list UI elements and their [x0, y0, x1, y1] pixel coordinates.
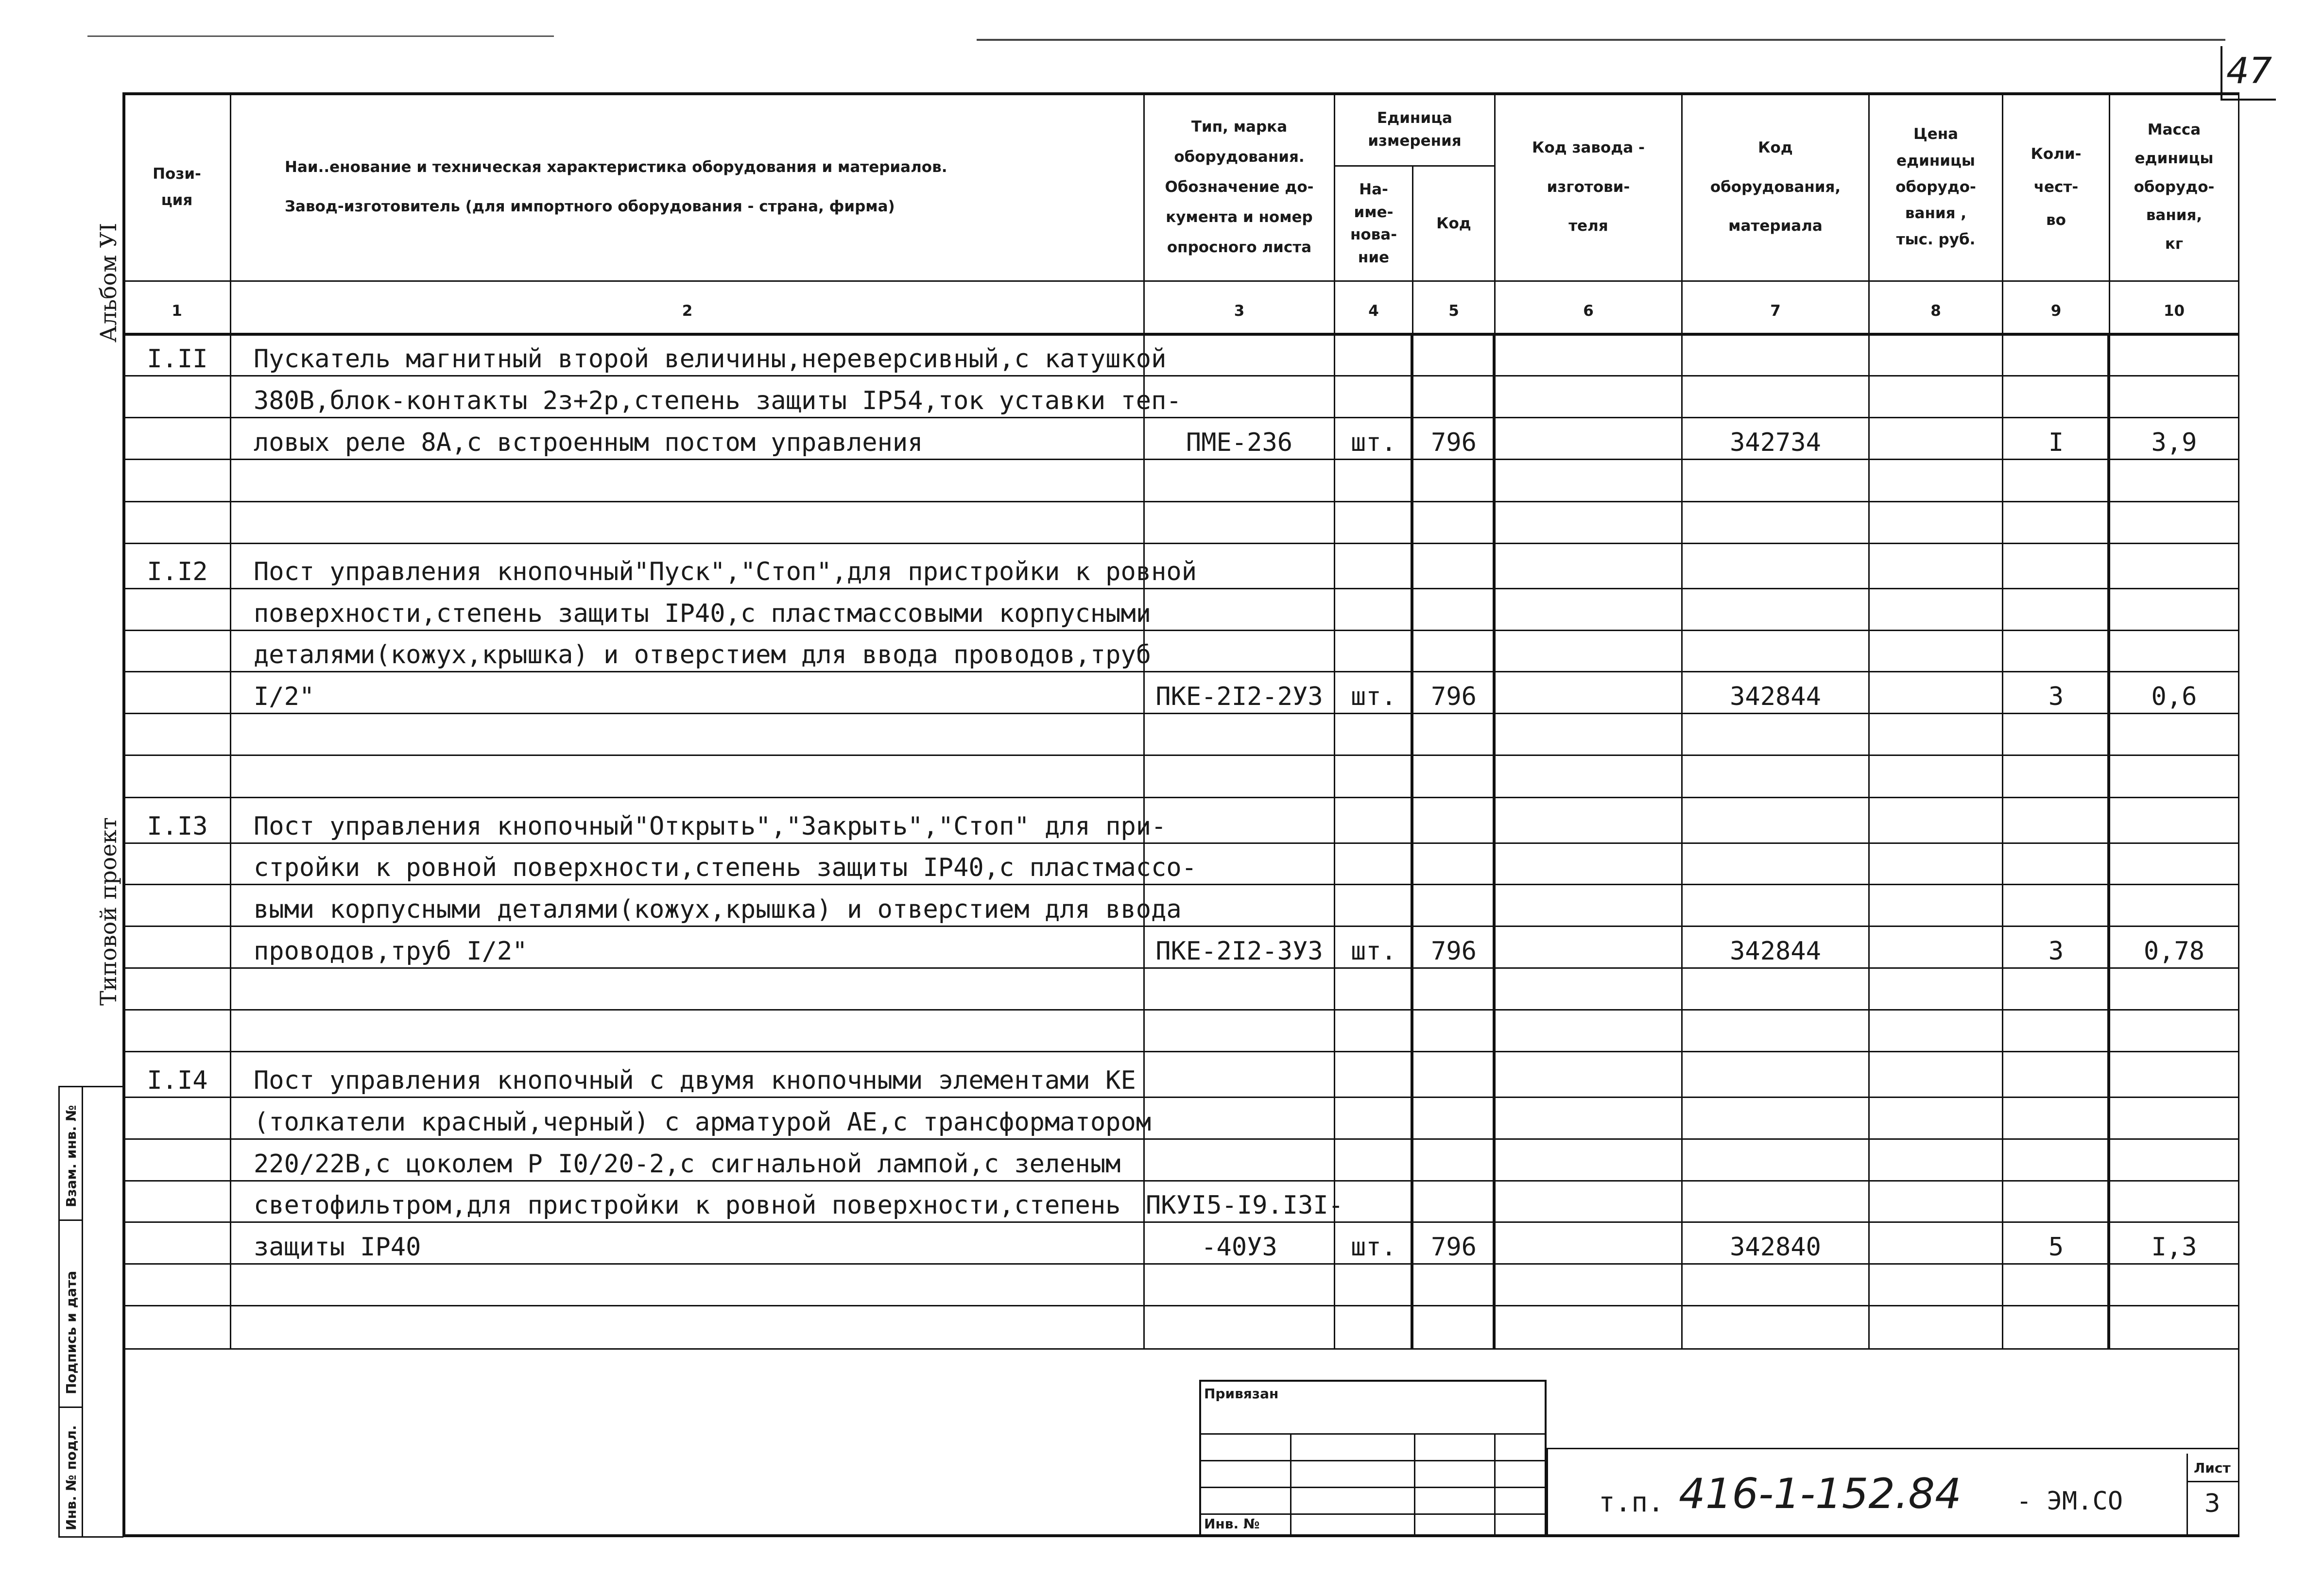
header-unit-name: На- име- нова- ние	[1350, 181, 1397, 266]
item-quantity: 5	[2048, 1233, 2064, 1262]
title-block-top	[1547, 1448, 2238, 1449]
item-position: I.II	[147, 344, 208, 374]
binding-stamp-col-1	[1290, 1433, 1291, 1534]
item-equipment-code: 342844	[1730, 682, 1821, 711]
colnum-3: 3	[1234, 302, 1245, 320]
row-line	[122, 1051, 2238, 1052]
item-unit: шт.	[1351, 682, 1396, 711]
sheet-number: 3	[2204, 1489, 2221, 1518]
col-line-right	[2238, 92, 2239, 1537]
item-position: I.I2	[147, 557, 208, 586]
colnum-4: 4	[1368, 302, 1379, 320]
item-type-line: ПКУI5-I9.I3I-	[1146, 1191, 1343, 1220]
header-bottom-line	[122, 280, 2238, 282]
top-scan-line-right	[977, 39, 2225, 41]
item-quantity: 3	[2048, 937, 2064, 966]
item-unit: шт.	[1351, 937, 1396, 966]
stamp-label-vzam-inv: Взам. инв. №	[63, 1105, 79, 1207]
row-line	[122, 1009, 2238, 1011]
row-line	[122, 501, 2238, 502]
item-equipment-code: 342844	[1730, 937, 1821, 966]
table-bottom-border	[122, 1534, 2238, 1537]
item-equipment-code: 342734	[1730, 428, 1821, 457]
binding-stamp-label: Привязан	[1204, 1386, 1279, 1402]
item-name-line: выми корпусными деталями(кожух,крышка) и отверстием для ввода	[254, 895, 1182, 924]
header-unit-code: Код	[1436, 214, 1471, 232]
item-unit: шт.	[1351, 1233, 1396, 1262]
col-line-2	[1143, 92, 1145, 1350]
item-mass: I,3	[2151, 1233, 2197, 1262]
item-unit-code: 796	[1431, 937, 1477, 966]
stamp-strip-divider	[82, 1086, 83, 1538]
item-unit-code: 796	[1431, 1233, 1477, 1262]
colnum-8: 8	[1930, 302, 1941, 320]
item-name-line: проводов,труб I/2"	[254, 937, 528, 966]
inv-no-label: Инв. №	[1204, 1516, 1260, 1532]
header-position: Пози- ция	[153, 165, 201, 209]
stamp-strip-sep-1	[58, 1219, 83, 1221]
row-line	[122, 543, 2238, 544]
item-mass: 0,6	[2151, 682, 2197, 711]
row-line	[122, 1221, 2238, 1223]
row-line	[122, 967, 2238, 969]
colnum-5: 5	[1448, 302, 1459, 320]
item-name-line: деталями(кожух,крышка) и отверстием для ввода проводов,труб	[254, 640, 1152, 669]
item-name-line: стройки к ровной поверхности,степень защиты IP40,с пластмассо-	[254, 853, 1197, 882]
header-price: Цена единицы оборудо- вания , тыс. руб.	[1895, 125, 1976, 249]
colnum-7: 7	[1770, 302, 1781, 320]
row-line	[122, 459, 2238, 460]
row-line	[122, 588, 2238, 589]
header-unit: Единица измерения	[1368, 109, 1462, 150]
row-line	[122, 375, 2238, 377]
header-mass: Масса единицы оборудо- вания, кг	[2134, 120, 2215, 253]
colnum-2: 2	[682, 302, 693, 320]
header-factory-code: Код завода - изготови- теля	[1532, 139, 1645, 235]
row-line	[122, 417, 2238, 418]
binding-stamp-col-2	[1414, 1433, 1415, 1534]
item-name-line: светофильтром,для пристройки к ровной поверхности,степень	[254, 1191, 1121, 1220]
sheet-label: Лист	[2194, 1460, 2231, 1476]
row-line	[122, 1138, 2238, 1140]
page-number: 47	[2226, 50, 2272, 92]
item-unit: шт.	[1351, 428, 1396, 457]
item-quantity: 3	[2048, 682, 2064, 711]
item-name-line: 380В,блок-контакты 2з+2р,степень защиты IP54,ток уставки теп-	[254, 386, 1182, 415]
item-name-line: I/2"	[254, 682, 315, 711]
item-unit-code: 796	[1431, 682, 1477, 711]
stamp-strip-left-border	[58, 1086, 60, 1538]
row-line	[122, 797, 2238, 798]
header-equipment-code: Код оборудования, материала	[1710, 139, 1841, 235]
col5-thick-left	[1411, 333, 1413, 1350]
row-line	[122, 713, 2238, 714]
item-mass: 3,9	[2151, 428, 2197, 457]
item-position: I.I3	[147, 812, 208, 841]
item-unit-code: 796	[1431, 428, 1477, 457]
item-name-line: Пост управления кнопочный"Открыть","Закрыть","Стоп" для при-	[254, 812, 1167, 841]
colnum-6: 6	[1583, 302, 1594, 320]
colnum-9: 9	[2050, 302, 2062, 320]
binding-stamp-col-3	[1494, 1433, 1496, 1534]
row-line	[122, 1180, 2238, 1182]
colnum-bottom-line	[122, 333, 2238, 336]
item-type: ПКЕ-2I2-2УЗ	[1155, 682, 1323, 711]
stamp-strip-bottom	[58, 1536, 123, 1538]
col9-thick-right	[2107, 333, 2110, 1350]
item-name-line: Пускатель магнитный второй величины,нереверсивный,с катушкой	[254, 344, 1167, 374]
item-type-line: -40УЗ	[1201, 1233, 1277, 1262]
col-line-3	[1334, 92, 1335, 1350]
header-name: Наи..енование и техническая характеристика оборудования и материалов. Завод-изготовитель (для импортного оборудования - страна, фирма)	[285, 158, 947, 215]
row-line	[122, 926, 2238, 927]
row-line	[122, 884, 2238, 885]
row-line	[122, 842, 2238, 844]
doc-prefix: т.п.	[1599, 1487, 1664, 1518]
item-name-line: 220/22В,с цоколем Р I0/20-2,с сигнальной лампой,с зеленым	[254, 1149, 1121, 1179]
col5-thick-right	[1493, 333, 1496, 1350]
bottom-grid-line	[122, 1348, 2238, 1350]
item-name-line: защиты IP40	[254, 1233, 421, 1262]
item-quantity: I	[2048, 428, 2064, 457]
sheet-box-mid	[2186, 1481, 2238, 1482]
doc-number: 416-1-152.84	[1679, 1470, 1962, 1518]
col-line-1	[230, 92, 231, 1350]
item-name-line: поверхности,степень защиты IP40,с пластмассовыми корпусными	[254, 599, 1152, 628]
col-line-8	[2002, 92, 2003, 1350]
row-line	[122, 630, 2238, 631]
item-name-line: Пост управления кнопочный"Пуск","Стоп",для пристройки к ровной	[254, 557, 1197, 586]
stamp-label-podpis-data: Подпись и дата	[63, 1270, 79, 1394]
item-mass: 0,78	[2143, 937, 2205, 966]
item-type: ПМЕ-236	[1186, 428, 1293, 457]
col-line-6	[1681, 92, 1683, 1350]
row-line	[122, 755, 2238, 756]
header-quantity: Коли- чест- во	[2031, 145, 2082, 229]
row-line	[122, 1097, 2238, 1098]
stamp-strip-sep-2	[58, 1406, 83, 1408]
item-name-line: (толкатели красный,черный) с арматурой АЕ,с трансформатором	[254, 1108, 1152, 1137]
side-label-album: Альбом УI	[95, 223, 121, 343]
row-line	[122, 1305, 2238, 1306]
item-position: I.I4	[147, 1066, 208, 1095]
row-line	[122, 1263, 2238, 1265]
top-scan-line-left	[87, 35, 554, 37]
side-label-project: Типовой проект	[95, 817, 121, 1006]
doc-suffix: - ЭМ.СО	[2016, 1487, 2123, 1516]
colnum-10: 10	[2163, 302, 2185, 320]
col-line-7	[1868, 92, 1870, 1350]
item-type: ПКЕ-2I2-3УЗ	[1155, 937, 1323, 966]
item-name-line: ловых реле 8А,с встроенным постом управления	[254, 428, 923, 457]
header-type: Тип, марка оборудования. Обозначение до- кумента и номер опросного листа	[1165, 118, 1314, 256]
row-line	[122, 671, 2238, 672]
item-equipment-code: 342840	[1730, 1233, 1821, 1262]
colnum-1: 1	[172, 302, 182, 320]
stamp-label-inv-podl: Инв. № подл.	[63, 1425, 79, 1530]
title-block-divider	[1547, 1448, 1548, 1536]
item-name-line: Пост управления кнопочный с двумя кнопочными элементами КЕ	[254, 1066, 1136, 1095]
stamp-strip-top	[58, 1086, 123, 1087]
